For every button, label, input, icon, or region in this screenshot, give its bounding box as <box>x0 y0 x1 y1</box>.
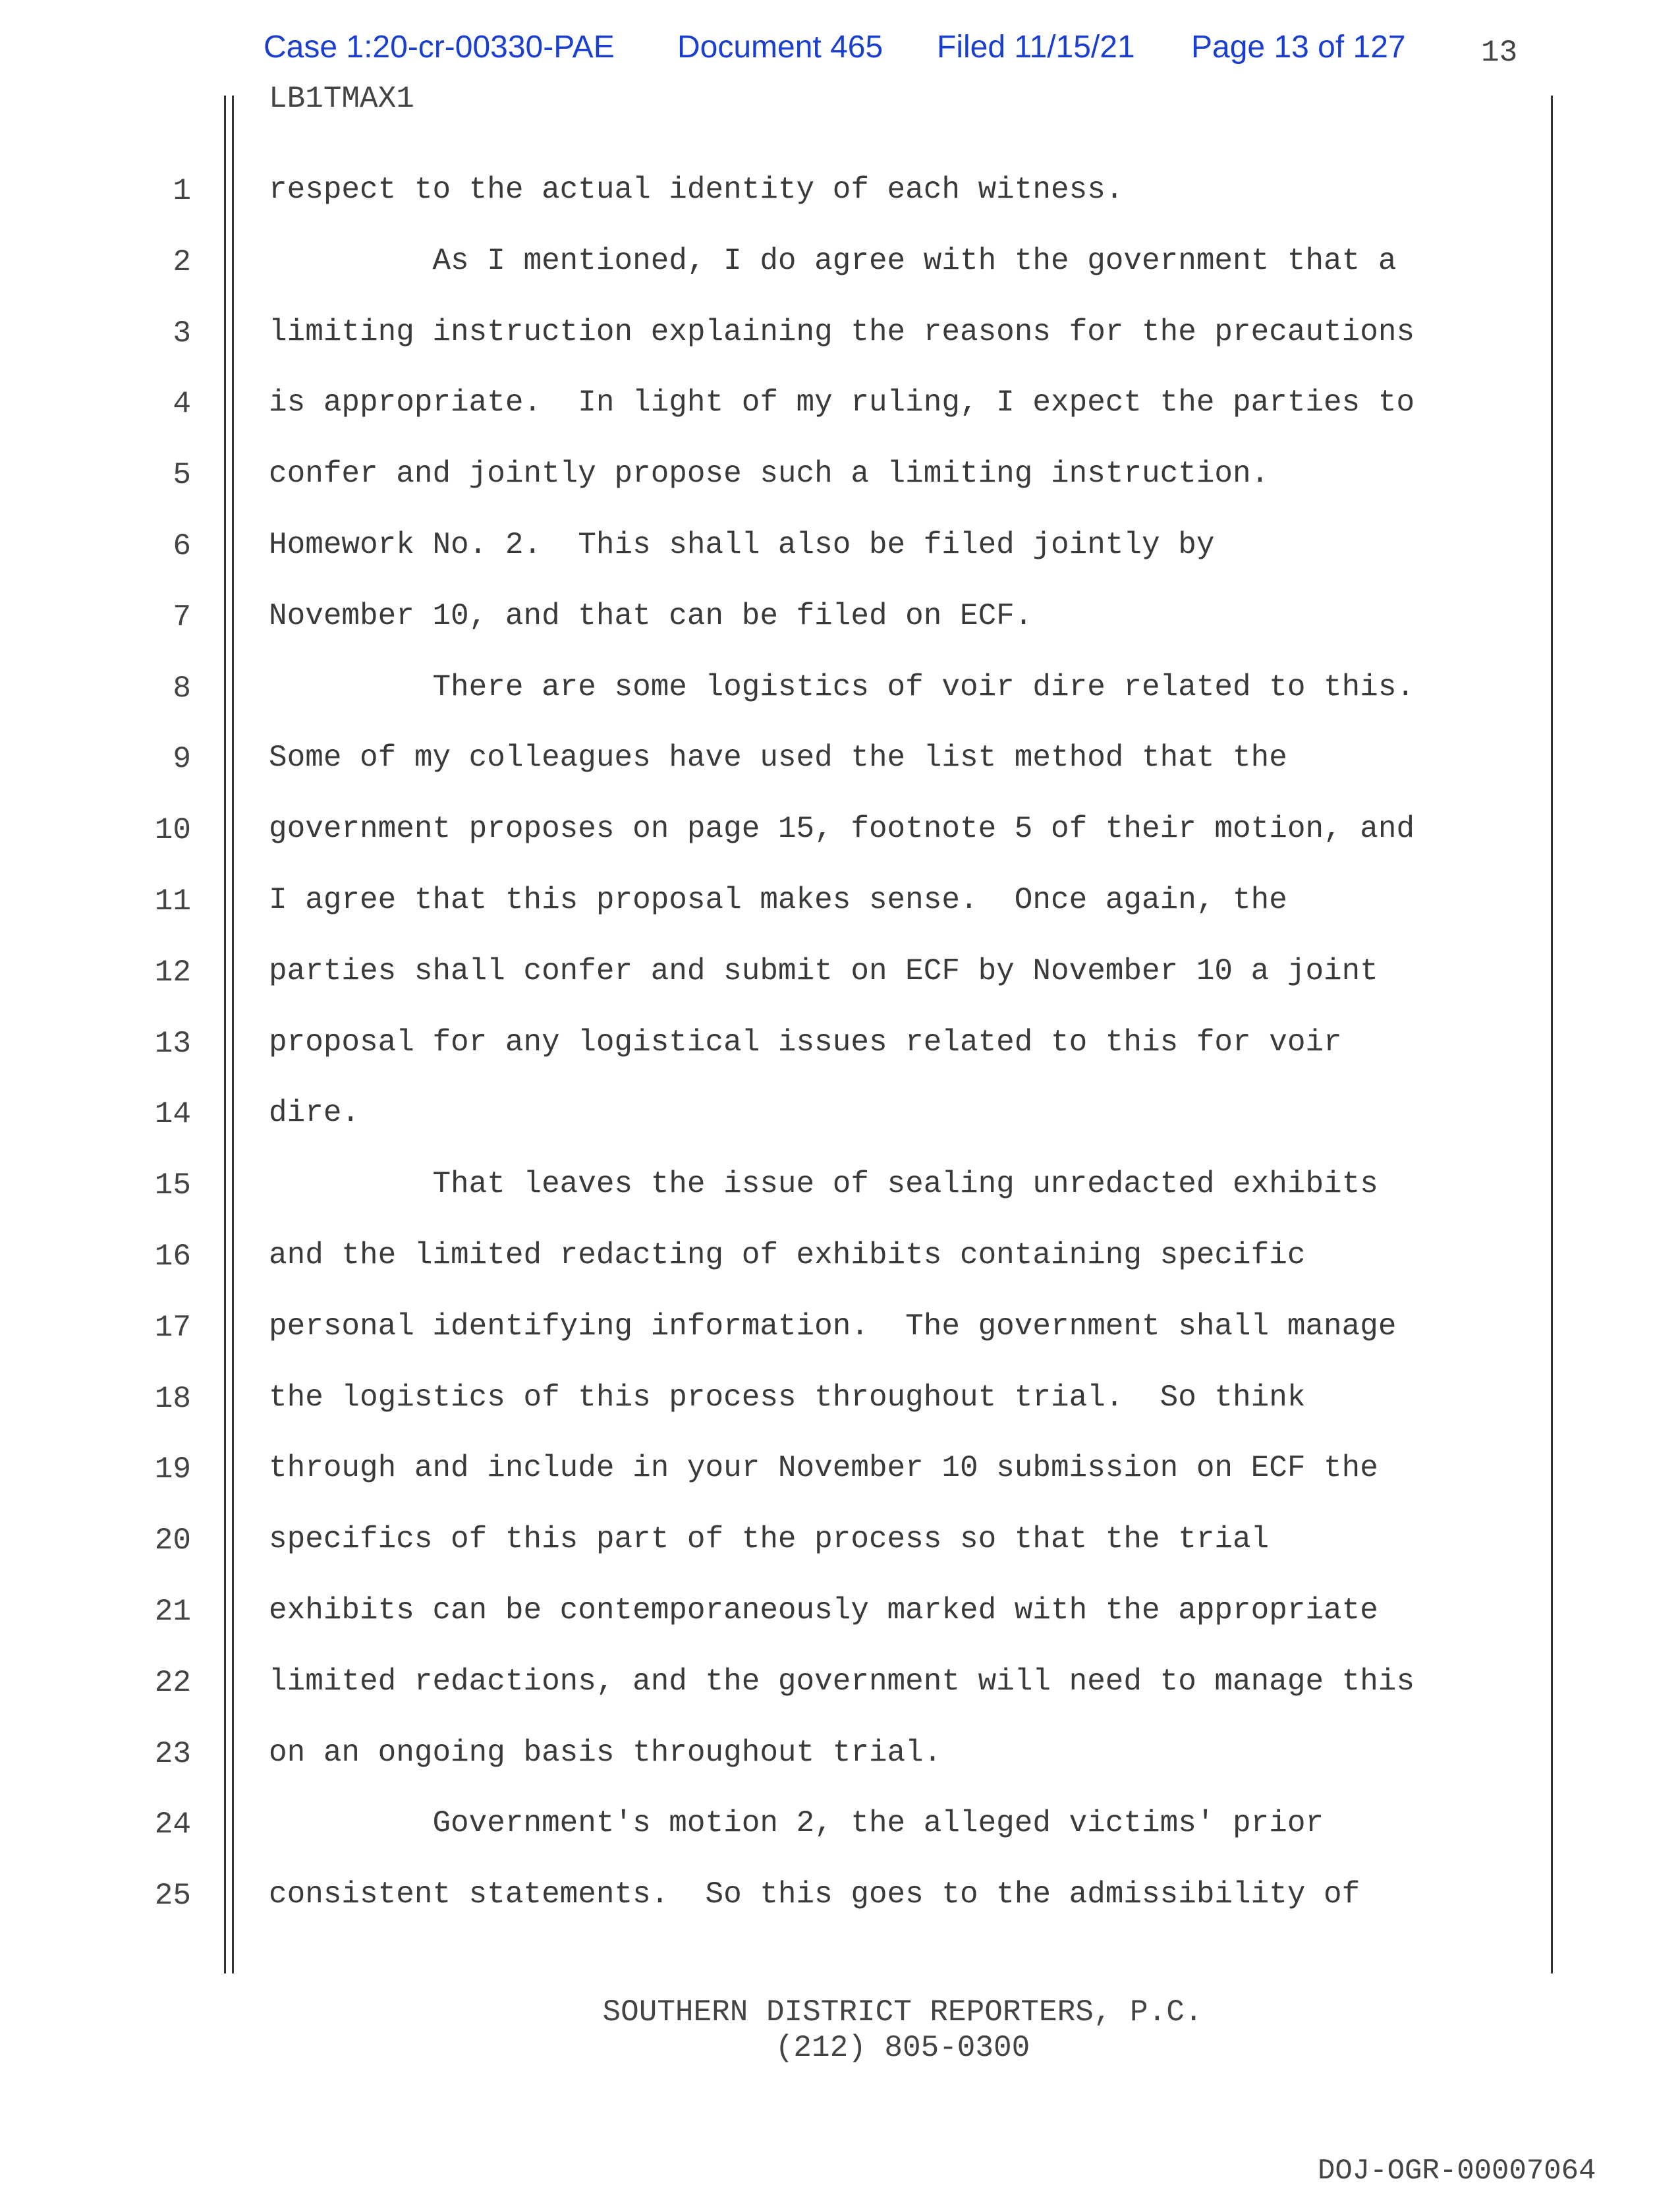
line-text: personal identifying information. The government shall manage <box>269 1309 1397 1344</box>
transcript-line <box>0 1664 1581 1736</box>
case-number: Case 1:20-cr-00330-PAE <box>264 30 615 65</box>
transcript-line <box>0 1025 1581 1096</box>
line-text: There are some logistics of voir dire related to this. <box>269 669 1415 704</box>
transcript-line <box>0 670 1581 741</box>
transcript-line <box>0 315 1581 386</box>
transcript-line <box>0 1877 1581 1948</box>
transcript-line <box>0 385 1581 457</box>
transcript-line <box>0 883 1581 954</box>
line-text: respect to the actual identity of each witness. <box>269 173 1124 207</box>
line-text: through and include in your November 10 submission on ECF the <box>269 1451 1378 1486</box>
line-number: 4 <box>173 387 191 422</box>
line-text: is appropriate. In light of my ruling, I expect the parties to <box>269 385 1415 420</box>
line-number: 24 <box>154 1807 191 1842</box>
transcript-line <box>0 1238 1581 1309</box>
line-text: Government's motion 2, the alleged victims' prior <box>269 1806 1324 1841</box>
line-text: proposal for any logistical issues related to this for voir <box>269 1025 1342 1060</box>
line-number: 18 <box>154 1381 191 1416</box>
transcript-line <box>0 741 1581 812</box>
transcript-identifier: LB1TMAX1 <box>269 82 414 116</box>
line-text: parties shall confer and submit on ECF by November 10 a joint <box>269 953 1378 988</box>
transcript-line <box>0 812 1581 883</box>
line-number: 2 <box>173 244 191 279</box>
line-number: 23 <box>154 1736 191 1771</box>
document-number: Document 465 <box>677 30 883 65</box>
line-number: 15 <box>154 1168 191 1203</box>
line-text: consistent statements. So this goes to the admissibility of <box>269 1877 1360 1912</box>
line-number: 11 <box>154 884 191 919</box>
line-text: confer and jointly propose such a limiting instruction. <box>269 457 1270 492</box>
transcript-line <box>0 1806 1581 1877</box>
transcript-line <box>0 1736 1581 1807</box>
line-text: limiting instruction explaining the reasons for the precautions <box>269 314 1415 349</box>
line-text: Homework No. 2. This shall also be filed jointly by <box>269 528 1215 562</box>
line-text: I agree that this proposal makes sense. Once again, the <box>269 883 1287 917</box>
line-number: 3 <box>173 316 191 351</box>
bates-number: DOJ-OGR-00007064 <box>1318 2155 1596 2188</box>
line-number: 7 <box>173 600 191 635</box>
transcript-line <box>0 173 1581 244</box>
transcript-line <box>0 1167 1581 1238</box>
line-number: 8 <box>173 671 191 706</box>
line-number: 21 <box>154 1595 191 1629</box>
line-number: 20 <box>154 1523 191 1558</box>
transcript-line <box>0 1522 1581 1593</box>
transcript-line <box>0 1451 1581 1522</box>
line-number: 16 <box>154 1239 191 1274</box>
line-number: 10 <box>154 813 191 848</box>
transcript-line <box>0 244 1581 315</box>
line-text: and the limited redacting of exhibits containing specific <box>269 1238 1306 1272</box>
page-indicator: Page 13 of 127 <box>1191 30 1406 65</box>
line-text: on an ongoing basis throughout trial. <box>269 1735 942 1770</box>
transcript-line <box>0 1096 1581 1167</box>
line-text: government proposes on page 15, footnote 5 of their motion, and <box>269 812 1415 847</box>
line-number: 25 <box>154 1879 191 1914</box>
transcript-line <box>0 599 1581 670</box>
line-text: specifics of this part of the process so that the trial <box>269 1522 1270 1557</box>
transcript-line <box>0 457 1581 528</box>
line-number: 13 <box>154 1026 191 1061</box>
transcript-line <box>0 528 1581 599</box>
line-number: 1 <box>173 174 191 208</box>
reporter-phone: (212) 805-0300 <box>775 2031 1030 2065</box>
reporter-name: SOUTHERN DISTRICT REPORTERS, P.C. <box>602 1995 1203 2029</box>
line-text: dire. <box>269 1096 360 1131</box>
transcript-line <box>0 1593 1581 1664</box>
line-number: 12 <box>154 955 191 990</box>
line-number: 6 <box>173 529 191 563</box>
line-text: Some of my colleagues have used the list method that the <box>269 741 1287 776</box>
line-number: 22 <box>154 1665 191 1700</box>
line-text: limited redactions, and the government will need to manage this <box>269 1664 1415 1699</box>
line-text: As I mentioned, I do agree with the government that a <box>269 243 1397 278</box>
line-text: the logistics of this process throughout trial. So think <box>269 1380 1306 1415</box>
line-text: That leaves the issue of sealing unredacted exhibits <box>269 1167 1378 1202</box>
transcript-line <box>0 1380 1581 1452</box>
line-text: exhibits can be contemporaneously marked with the appropriate <box>269 1593 1378 1628</box>
line-number: 19 <box>154 1452 191 1487</box>
transcript-page-number: 13 <box>1481 36 1518 70</box>
filed-date: Filed 11/15/21 <box>937 30 1135 65</box>
line-number: 5 <box>173 458 191 493</box>
line-text: November 10, and that can be filed on ECF. <box>269 598 1033 633</box>
transcript-line <box>0 954 1581 1025</box>
line-number: 17 <box>154 1310 191 1345</box>
line-number: 14 <box>154 1097 191 1132</box>
transcript-line <box>0 1309 1581 1380</box>
line-number: 9 <box>173 742 191 777</box>
